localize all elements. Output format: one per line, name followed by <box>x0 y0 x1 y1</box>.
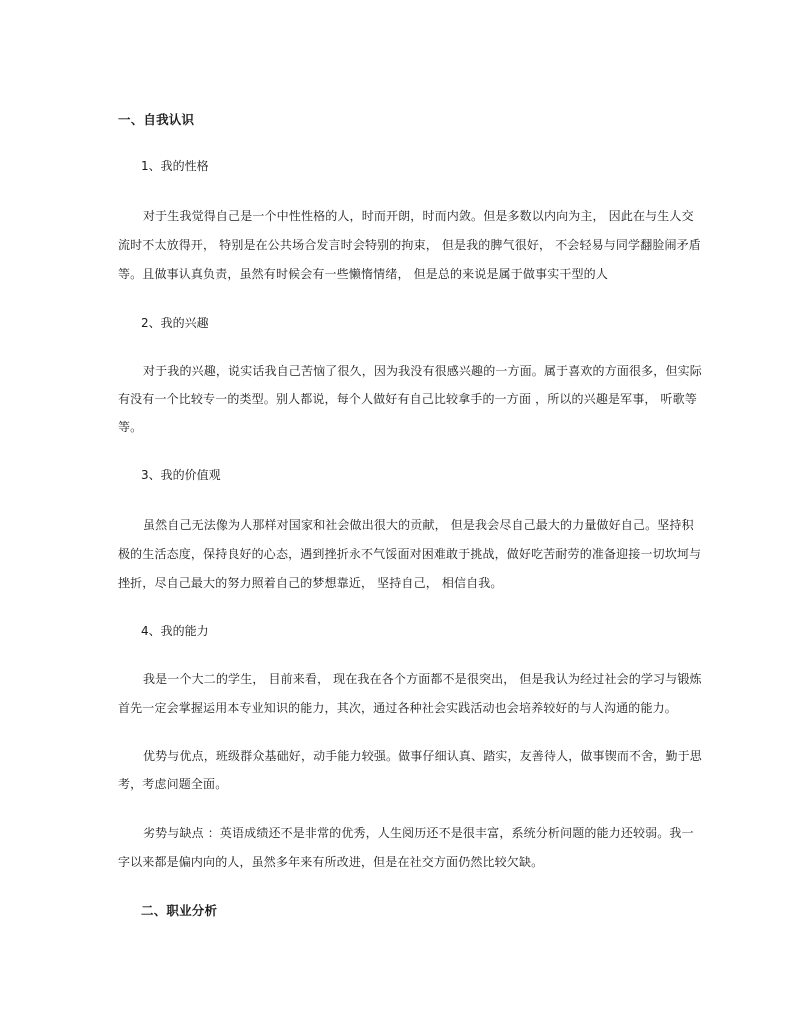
paragraph-line: 字以来都是偏内向的人，虽然多年来有所改进，但是在社交方面仍然比较欠缺。 <box>118 855 544 869</box>
paragraph-line: 等。 <box>118 420 143 434</box>
paragraph-line: 极的生活态度，保持良好的心态，遇到挫折永不气馁面对困难敢于挑战，做好吃苦耐劳的准备迎接一切坎坷与 <box>118 547 702 561</box>
subsection-title-interests: 2、我的兴趣 <box>141 316 209 330</box>
subsection-title-abilities: 4、我的能力 <box>141 624 209 638</box>
section-heading-career-analysis: 二、职业分析 <box>141 903 218 918</box>
section-heading-self-awareness: 一、自我认识 <box>118 112 195 127</box>
paragraph-line: 我是一个大二的学生， 目前来看， 现在我在各个方面都不是很突出， 但是我认为经过社会的学习与锻炼 <box>143 672 702 686</box>
paragraph-line: 优势与优点，班级群众基础好，动手能力较强。做事仔细认真、踏实，友善待人，做事锲而不舍，勤于思 <box>143 749 702 763</box>
paragraph-line: 对于生我觉得自己是一个中性性格的人，时而开朗，时而内敛。但是多数以内向为主， 因此在与生人交 <box>143 209 694 223</box>
paragraph-line: 挫折，尽自己最大的努力照着自己的梦想靠近， 坚持自己， 相信自我。 <box>118 576 503 590</box>
paragraph-line: 有没有一个比较专一的类型。别人都说，每个人做好有自己比较拿手的一方面 ，所以的兴趣是军事， 听歌等 <box>118 392 697 406</box>
paragraph-line: 虽然自己无法像为人那样对国家和社会做出很大的贡献， 但是我会尽自己最大的力量做好自己。坚持积 <box>143 518 694 532</box>
paragraph-line: 考，考虑问题全面。 <box>118 777 228 791</box>
paragraph-line: 流时不太放得开， 特别是在公共场合发言时会特别的拘束， 但是我的脾气很好， 不会轻易与同学翻脸闹矛盾 <box>118 238 701 252</box>
paragraph-line: 等。且做事认真负责，虽然有时候会有一些懒惰情绪， 但是总的来说是属于做事实干型的人 <box>118 267 608 281</box>
paragraph-line: 劣势与缺点 ：英语成绩还不是非常的优秀，人生阅历还不是很丰富，系统分析问题的能力还较弱。我一 <box>143 826 694 840</box>
paragraph-line: 对于我的兴趣，说实话我自己苦恼了很久，因为我没有很感兴趣的一方面。属于喜欢的方面很多，但实际 <box>143 364 702 378</box>
paragraph-line: 首先一定会掌握运用本专业知识的能力，其次，通过各种社会实践活动也会培养较好的与人沟通的能力。 <box>118 701 677 715</box>
subsection-title-values: 3、我的价值观 <box>141 468 221 482</box>
subsection-title-personality: 1、我的性格 <box>141 159 209 173</box>
